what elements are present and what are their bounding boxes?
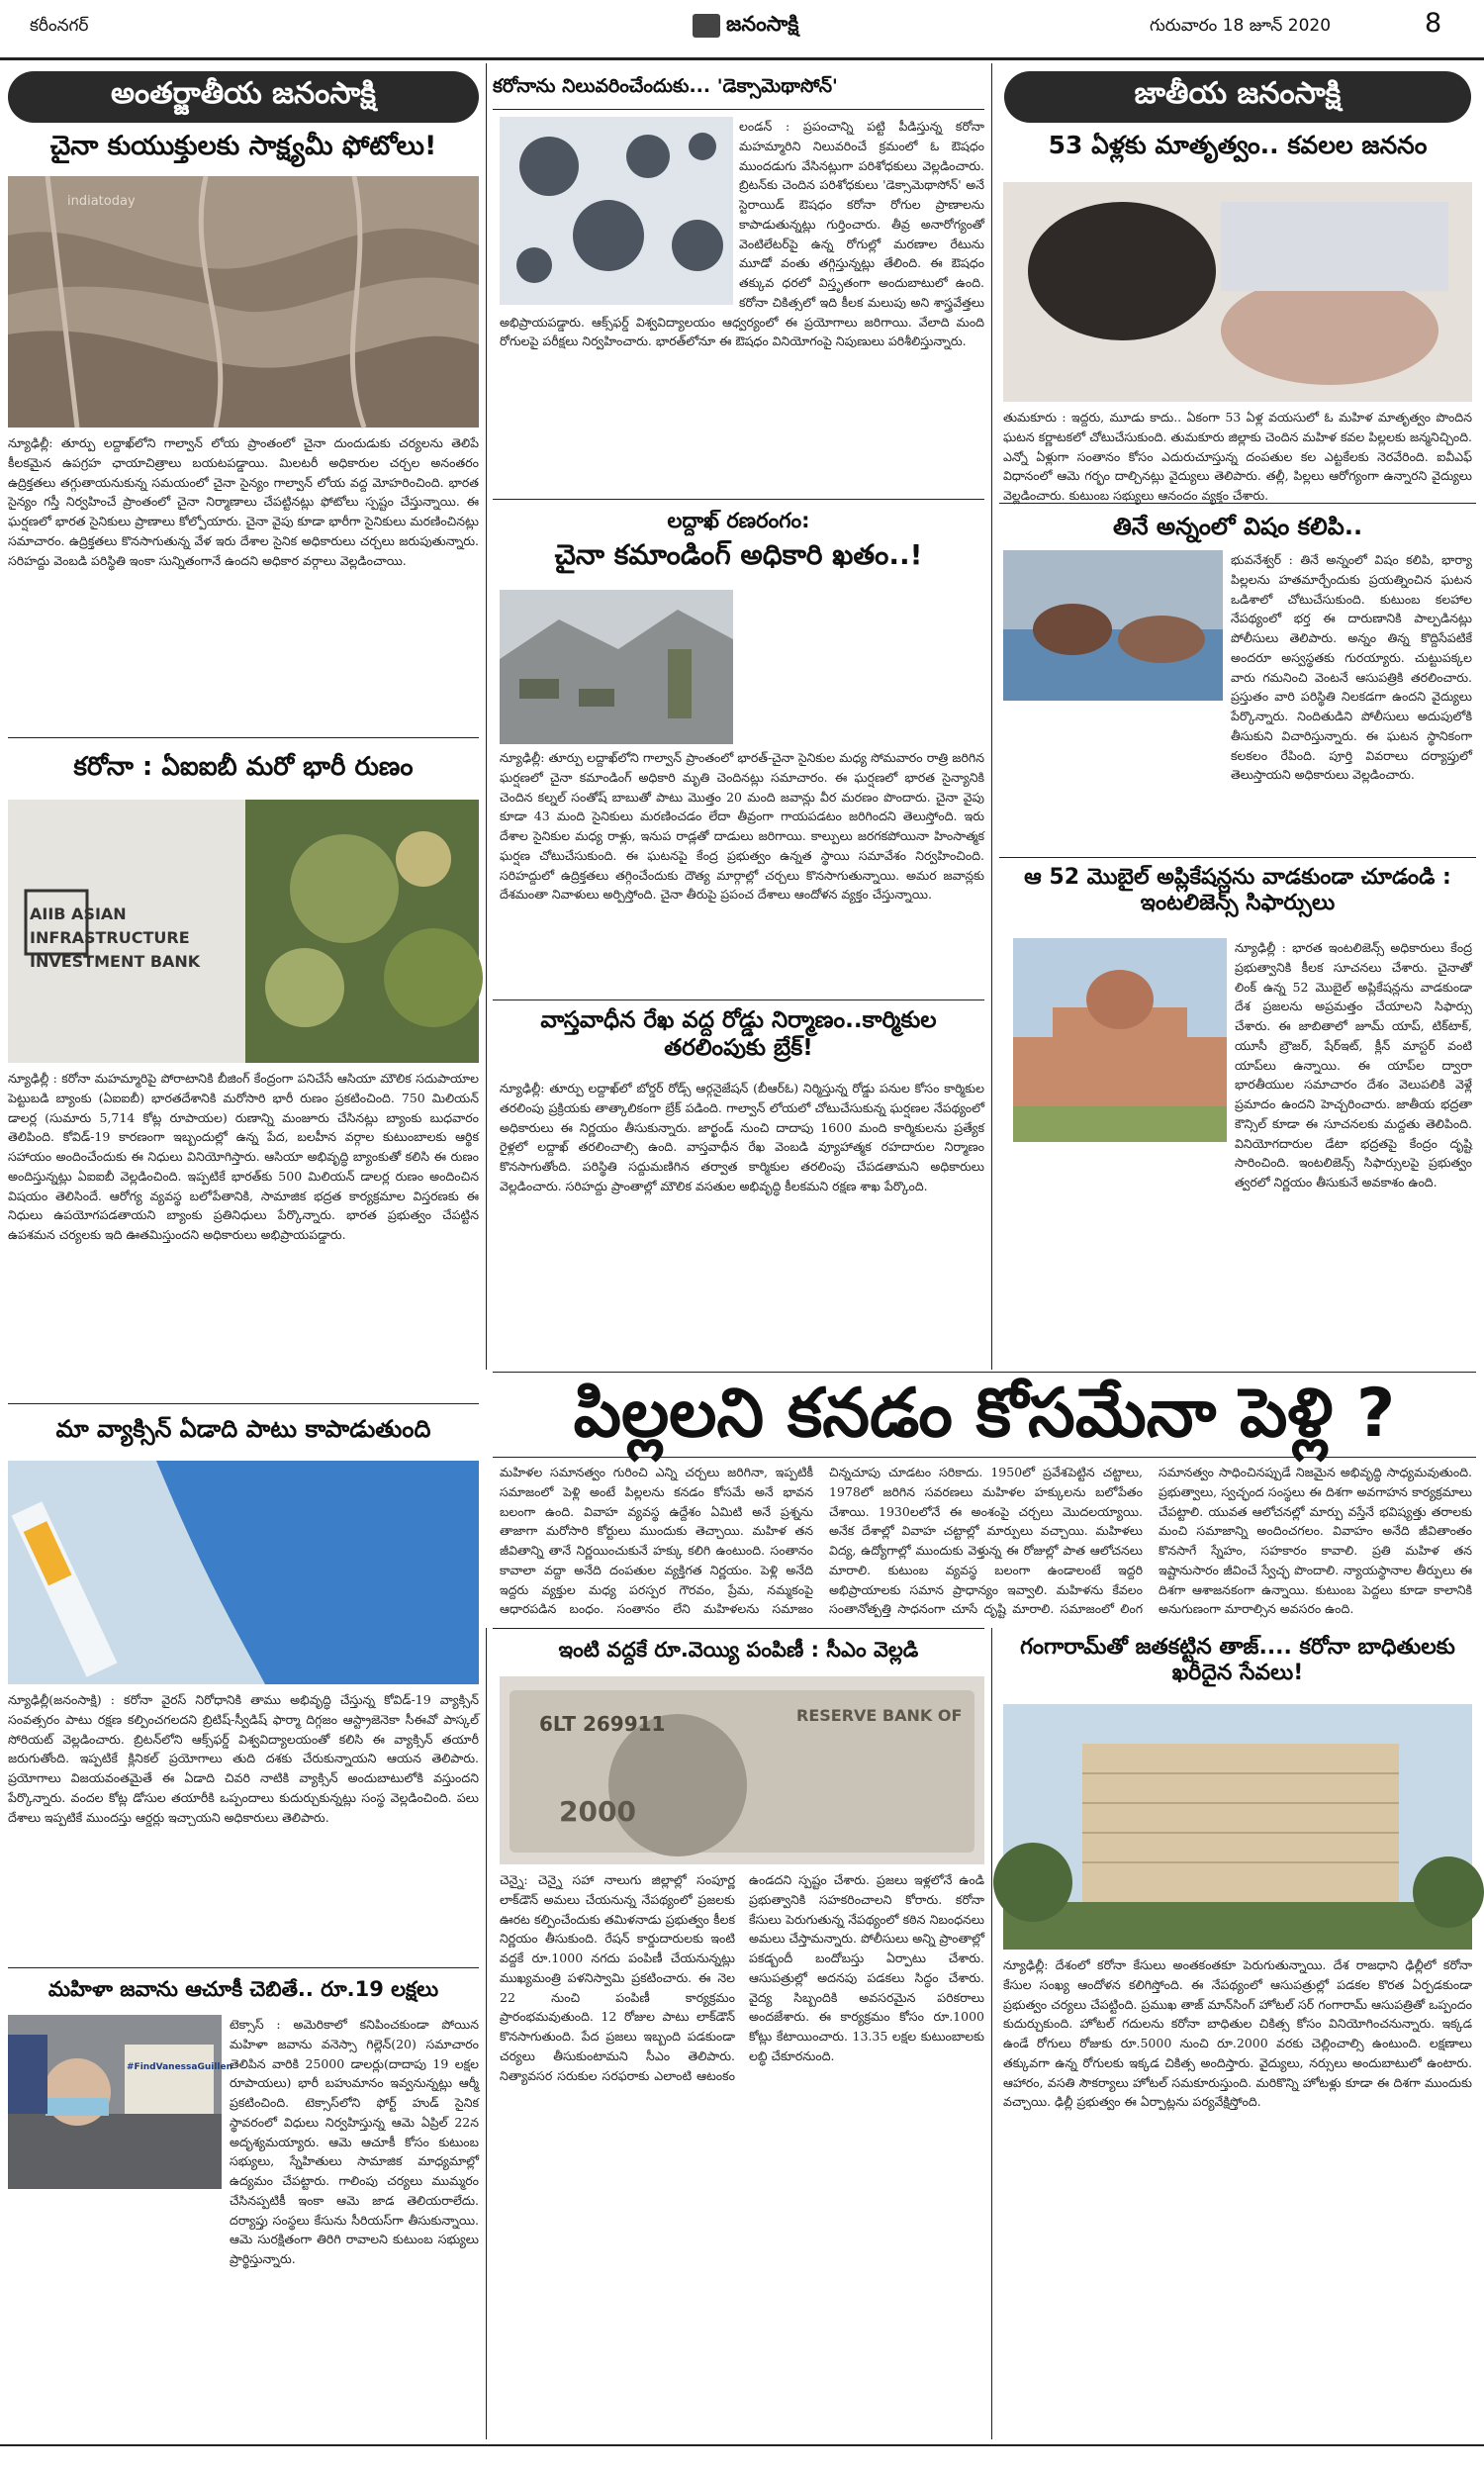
big-headline: పిల్లలని కనడం కోసమేనా పెళ్లి ? <box>573 1375 1396 1453</box>
a2-body: న్యూఢిల్లీ : కరోనా మహమ్మారిపై పోరాటానికి బీజింగ్ కేంద్రంగా పనిచేసే ఆసియా మౌలిక సదుపాయాల పెట్టుబడి బ్యాంకు (ఏఐఐబీ) భారతదేశానికి మరోసారి భారీ రుణం ప్రకటించింది. 750 మిలియన్ డాలర్ల (సుమారు 5,714 కోట్ల రూపాయల) రుణాన్ని మంజూరు చేసినట్లు బ్యాంకు బుధవారం తెలిపింది. కోవిడ్-19 కారణంగా ఇబ్బందుల్లో ఉన్న పేద, బలహీన వర్గాల కుటుంబాలకు ఆర్థిక సహాయం అందించేందుకు ఈ నిధులు వినియోగిస్తారు. ఆసియా అభివృద్ధి బ్యాంకుతో కలిసి ఈ రుణం అందిస్తున్నట్లు ఏఐఐబీ వెల్లడించింది. ఇప్పటికే భారత్‌కు 500 మిలియన్ డాలర్ల రుణం అందించిన విషయం తెలిసిందే. ఆరోగ్య వ్యవస్థ బలోపేతానికి, సామాజిక భద్రత కార్యక్రమాల విస్తరణకు ఈ నిధులు ఉపయోగపడతాయని బ్యాంకు ప్రతినిధులు పేర్కొన్నారు. భారత ప్రభుత్వం చేపట్టిన ఉపశమన చర్యలకు ఇది ఊతమిస్తుందని అధికారులు అభిప్రాయపడ్డారు. <box>8 1071 479 1242</box>
a2-photo-sign: AIIB ASIAN INFRASTRUCTURE INVESTMENT BANK <box>30 904 201 971</box>
a3-body: న్యూఢిల్లీ(జ‌నంసాక్షి) : కరోనా వైరస్ నిరోధానికి తాము అభివృద్ధి చేస్తున్న కోవిడ్-19 వ్యాక్సిన్ సంవత్సరం పాటు రక్షణ కల్పించగలదని బ్రిటిష్-స్వీడిష్ ఫార్మా దిగ్గజం ఆస్ట్రాజెనెకా సీఈవో పాస్కల్ సోరియట్ వెల్లడించారు. బ్రిటన్‌లోని ఆక్స్‌ఫర్డ్ విశ్వవిద్యాలయంతో కలిసి ఈ వ్యాక్సిన్ తయారీ జరుగుతోంది. ఇప్పటికే క్లినికల్ ప్రయోగాలు తుది దశకు చేరుకున్నాయని ఆయన తెలిపారు. ప్రయోగాలు విజయవంతమైతే ఈ ఏడాది చివరి నాటికి వ్యాక్సిన్ అందుబాటులోకి వస్తుందని పేర్కొన్నారు. వందల కోట్ల డోసుల తయారీకి ఒప్పందాలు కుదుర్చుకున్నట్లు సంస్థ వెల్లడించింది. పలు దేశాలు ఇప్పటికే ముందస్తు ఆర్డర్లు ఇచ్చాయని అధికారులు తెలిపారు. <box>8 1692 479 1825</box>
big-body: మహిళల సమానత్వం గురించి ఎన్ని చర్చలు జరిగినా, ఇప్పటికీ సమాజంలో పెళ్లి అంటే పిల్లలను కనడం కోసమే అనే భావన బలంగా ఉంది. వివాహ వ్యవస్థ ఉద్దేశం ఏమిటి అనే ప్రశ్నను తాజాగా మరోసారి కోర్టులు ముందుకు తెచ్చాయి. మహిళ తన జీవితాన్ని తానే నిర్ణయించుకునే హక్కు కలిగి ఉంటుంది. సంతానం కావాలా వద్దా అనేది దంపతుల వ్యక్తిగత నిర్ణయం. పెళ్లి అనేది ఇద్దరు వ్యక్తుల మధ్య పరస్పర గౌరవం, ప్రేమ, నమ్మకంపై ఆధారపడిన బంధం. సంతానం లేని మహిళలను సమాజం చిన్నచూపు చూడటం సరికాదు. 1950లో ప్రవేశపెట్టిన చట్టాలు, 1978లో జరిగిన సవరణలు మహిళల హక్కులను బలోపేతం చేశాయి. 1930లలోనే ఈ అంశంపై చర్చలు మొదలయ్యాయి. అనేక దేశాల్లో వివాహ చట్టాల్లో మార్పులు వచ్చాయి. మహిళలు విద్య, ఉద్యోగాల్లో ముందుకు వెళ్తున్న ఈ రోజుల్లో పాత ఆలోచనలు మారాలి. కుటుంబ వ్యవస్థ బలంగా ఉండాలంటే ఇద్దరి అభిప్రాయాలకు సమాన ప్రాధాన్యం ఇవ్వాలి. మహిళను కేవలం సంతానోత్పత్తి సాధనంగా చూసే దృష్టి మారాలి. సమాజంలో లింగ సమానత్వం సాధించినప్పుడే నిజమైన అభివృద్ధి సాధ్యమవుతుంది. ప్రభుత్వాలు, స్వచ్ఛంద సంస్థలు ఈ దిశగా అవగాహన కార్యక్రమాలు చేపట్టాలి. యువత ఆలోచనల్లో మార్పు వస్తేనే భవిష్యత్తు తరాలకు మంచి సమాజాన్ని అందించగలం. వివాహం అనేది జీవితాంతం కొనసాగే స్నేహం, సహకారం కావాలి. ప్రతి మహిళ తన ఇష్టానుసారం జీవించే స్వేచ్ఛ పొందాలి. న్యాయస్థానాల తీర్పులు ఈ దిశగా ఆశాజనకంగా ఉన్నాయి. కుటుంబ పెద్దలు కూడా కాలానికి అనుగుణంగా మారాల్సిన అవసరం ఉంది. <box>500 1465 1472 1617</box>
m1-note-value: 2000 <box>559 1795 636 1828</box>
section-banner-national: జాతీయ జనంసాక్షి <box>1004 71 1471 123</box>
m1-top-rule <box>493 1628 984 1629</box>
m1-note-serial: 6LT 269911 <box>539 1712 666 1736</box>
section-banner-international: అంతర్జాతీయ జనంసాక్షి <box>8 71 479 123</box>
a4-headline: మహిళా జవాను ఆచూకీ చెబితే.. రూ.19 లక్షలు <box>47 1977 439 2001</box>
m1-headline: ఇంటి వద్దకే రూ.వెయ్యి పంపిణీ : సీఎం వెల్లడి <box>558 1638 919 1662</box>
m1-banknote-photo <box>500 1676 984 1864</box>
a4-protest-photo <box>8 2015 233 2189</box>
c2-top-rule <box>493 499 984 500</box>
masthead-logo-icon <box>693 14 720 38</box>
r1-body: తుమకూరు : ఇద్దరు, మూడు కాదు.. ఏకంగా 53 ఏళ్ల వయసులో ఓ మహిళ మాతృత్వం పొందిన ఘటన కర్ణాటకలో చోటుచేసుకుంది. తుమకూరు జిల్లాకు చెందిన మహిళ కవల పిల్లలకు జన్మనిచ్చింది. ఎన్నో ఏళ్లుగా సంతానం కోసం ఎదురుచూస్తున్న దంపతుల కల ఎట్టకేలకు నెరవేరింది. ఐవీఎఫ్ విధానంలో ఆమె గర్భం దాల్చినట్లు వైద్యులు తెలిపారు. తల్లీ, పిల్లలు ఆరోగ్యంగా ఉన్నారని వైద్యులు వెల్లడించారు. కుటుంబ సభ్యులు ఆనందం వ్యక్తం చేశారు. <box>1003 410 1472 503</box>
c1-head-rule <box>493 109 984 110</box>
page-number: 8 <box>1425 8 1442 39</box>
masthead-date: గురువారం 18 జూన్ 2020 <box>1150 16 1332 36</box>
c1-photo-spacer <box>500 117 739 305</box>
masthead-logo: జనంసాక్షి <box>726 12 799 36</box>
r4-headline: గంగారామ్‌తో జతకట్టిన తాజ్.... కరోనా బాధితులకు ఖరీదైన సేవలు! <box>1020 1635 1455 1686</box>
c1-headline: కరోనాను నిలువరించేందుకు... 'డెక్సామెథాసోన్' <box>493 75 838 97</box>
big-top-rule <box>493 1372 1476 1373</box>
c2-headline: చైనా కమాండింగ్ అధికారి ఖతం..! <box>554 538 923 571</box>
r3-top-rule <box>999 857 1476 858</box>
a4-body: టెక్సాస్ : అమెరికాలో కనిపించకుండా పోయిన మహిళా జవాను వనెస్సా గిల్లెన్(20) సమాచారం తెలిపిన వారికి 25000 డాలర్లు(దాదాపు 19 లక్షల రూపాయలు) భారీ బహుమానం ఇవ్వనున్నట్లు ఆర్మీ ప్రకటించింది. టెక్సాస్‌లోని ఫోర్ట్ హుడ్ సైనిక స్థావరంలో విధులు నిర్వహిస్తున్న ఆమె ఏప్రిల్ 22న అదృశ్యమయ్యారు. ఆమె ఆచూకీ కోసం కుటుంబ సభ్యులు, స్నేహితులు సామాజిక మాధ్యమాల్లో ఉద్యమం చేపట్టారు. గాలింపు చర్యలు ముమ్మరం చేసినప్పటికీ ఇంకా ఆమె జాడ తెలియరాలేదు. దర్యాప్తు సంస్థలు కేసును సీరియస్‌గా తీసుకున్నాయి. ఆమె సురక్షితంగా తిరిగి రావాలని కుటుంబ సభ్యులు ప్రార్థిస్తున్నారు. <box>230 2017 479 2266</box>
column-divider-bottom-right <box>991 1628 992 2439</box>
c3-body: న్యూఢిల్లీ: తూర్పు లద్దాఖ్‌లో బోర్డర్ రోడ్స్ ఆర్గనైజేషన్ (బీఆర్‌ఓ) నిర్మిస్తున్న రోడ్డు పనుల కోసం కార్మికుల తరలింపు ప్రక్రియకు తాత్కాలికంగా బ్రేక్ పడింది. గాల్వాన్ లోయలో చోటుచేసుకున్న ఘర్షణల నేపథ్యంలో అధికారులు ఈ నిర్ణయం తీసుకున్నారు. జార్ఖండ్ నుంచి దాదాపు 1600 మంది కార్మికులను ప్రత్యేక రైళ్లలో లద్దాఖ్ తరలించాల్సి ఉంది. వాస్తవాధీన రేఖ వెంబడి వ్యూహాత్మక రహదారుల నిర్మాణం కొనసాగుతోంది. పరిస్థితి సద్దుమణిగిన తర్వాత కార్మికుల తరలింపు చేపడతామని అధికారులు వెల్లడించారు. సరిహద్దు ప్రాంతాల్లో మౌలిక వసతుల అభివృద్ధి కీలకమని రక్షణ శాఖ పేర్కొంది. <box>500 1081 984 1193</box>
r2-top-rule <box>999 503 1476 504</box>
r3-parliament-photo <box>1013 938 1227 1142</box>
c3-headline: వాస్తవాధీన రేఖ వద్ద రోడ్డు నిర్మాణం..కార్మికుల తరలింపుకు బ్రేక్! <box>540 1007 937 1061</box>
a1-body: న్యూఢిల్లీ: తూర్పు లద్దాఖ్‌లోని గాల్వాన్ లోయ ప్రాంతంలో చైనా దుందుడుకు చర్యలను తెలిపే కీలకమైన ఉపగ్రహ ఛాయాచిత్రాలు బయటపడ్డాయి. మిలటరీ అధికారుల చర్చల అనంతరం ఉద్రిక్తతలు తగ్గుతాయనుకున్న సమయంలో చైనా సైన్యం గాల్వాన్ లోయ వద్ద మోహరించింది. భారత సైన్యం గస్తీ నిర్వహించే ప్రాంతంలో చైనా నిర్మాణాలు చేపట్టినట్లు ఫోటోలు స్పష్టం చేస్తున్నాయి. ఈ ఘర్షణలో భారత సైనికులు ప్రాణాలు కోల్పోయారు. చైనా వైపు కూడా భారీగా సైనికులు మరణించినట్లు సమాచారం. ఉద్రిక్తతలు కొనసాగుతున్న వేళ ఇరు దేశాల సైనిక అధికారులు చర్చలు జరుపుతున్నారు. సరిహద్దు వెంబడి పరిస్థితి ఇంకా సున్నితంగానే ఉందని అధికార వర్గాలు వెల్లడించాయి. <box>8 435 479 568</box>
a1-satellite-photo <box>8 176 479 428</box>
m1-note-text: RESERVE BANK OF <box>796 1706 963 1725</box>
page-bottom-rule <box>0 2444 1484 2446</box>
a1-headline: చైనా కుయుక్తులకు సాక్ష్యమీ ఫోటోలు! <box>49 131 437 161</box>
r1-babies-photo <box>1003 182 1472 402</box>
r1-headline: 53 ఏళ్లకు మాతృత్వం.. కవలల జననం <box>1048 131 1428 159</box>
masthead-edition: కరీంనగర్ <box>30 16 89 36</box>
r3-body: న్యూఢిల్లీ : భారత ఇంటలిజెన్స్ అధికారులు కేంద్ర ప్రభుత్వానికి కీలక సూచనలు చేశారు. చైనాతో లింక్ ఉన్న 52 మొబైల్ అప్లికేషన్లను వాడకుండా దేశ ప్రజలను అప్రమత్తం చేయాలని సిఫార్సు చేశారు. ఈ జాబితాలో జూమ్ యాప్, టిక్‌టాక్, యూసీ బ్రౌజర్, షేర్ఇట్, క్లీన్ మాస్టర్ వంటి యాప్‌లు ఉన్నాయి. ఈ యాప్‌ల ద్వారా భారతీయుల సమాచారం దేశం వెలుపలికి వెళ్లే ప్రమాదం ఉందని హెచ్చరించారు. జాతీయ భద్రతా కౌన్సిల్ కూడా ఈ సూచనలకు మద్దతు తెలిపింది. వినియోగదారుల డేటా భద్రతపై కేంద్రం దృష్టి సారించింది. ఇంటలిజెన్స్ సిఫార్సులపై ప్రభుత్వం త్వరలో నిర్ణయం తీసుకునే అవకాశం ఉంది. <box>1235 940 1472 1190</box>
m1-body: చెన్నై: చెన్నై సహా నాలుగు జిల్లాల్లో సంపూర్ణ లాక్‌డౌన్ అమలు చేయనున్న నేపథ్యంలో ప్రజలకు ఊరట కల్పించేందుకు తమిళనాడు ప్రభుత్వం కీలక నిర్ణయం తీసుకుంది. రేషన్ కార్డుదారులకు ఇంటి వద్దకే రూ.1000 నగదు పంపిణీ చేయనున్నట్లు ముఖ్యమంత్రి పళనిస్వామి ప్రకటించారు. ఈ నెల 22 నుంచి పంపిణీ కార్యక్రమం ప్రారంభమవుతుంది. 12 రోజుల పాటు లాక్‌డౌన్ కొనసాగుతుంది. పేద ప్రజలు ఇబ్బంది పడకుండా చర్యలు తీసుకుంటామని సీఎం తెలిపారు. నిత్యావసర సరుకుల సరఫరాకు ఎలాంటి ఆటంకం ఉండదని స్పష్టం చేశారు. ప్రజలు ఇళ్లలోనే ఉండి ప్రభుత్వానికి సహకరించాలని కోరారు. కరోనా కేసులు పెరుగుతున్న నేపథ్యంలో కఠిన నిబంధనలు అమలు చేస్తామన్నారు. పోలీసులు అన్ని ప్రాంతాల్లో పకడ్బందీ బందోబస్తు ఏర్పాటు చేశారు. ఆసుపత్రుల్లో అదనపు పడకలు సిద్ధం చేశారు. వైద్య సిబ్బందికి అవసరమైన పరికరాలు అందజేశారు. ఈ కార్యక్రమం కోసం రూ.1000 కోట్లు కేటాయించారు. 13.35 లక్షల కుటుంబాలకు లబ్ధి చేకూరనుంది. <box>500 1872 984 2083</box>
a4-top-rule <box>8 1967 479 1968</box>
r3-headline: ఆ 52 మొబైల్ అప్లికేషన్లను వాడకుండా చూడండి : ఇంటలిజెన్స్ సిఫార్సులు <box>1024 865 1451 916</box>
masthead <box>0 0 1484 55</box>
c2-army-photo <box>500 590 733 744</box>
a3-headline: మా వ్యాక్సిన్ ఏడాది పాటు కాపాడుతుంది <box>55 1415 431 1443</box>
a2-headline: కరోనా : ఏఐఐబీ మరో భారీ రుణం <box>73 752 414 782</box>
a3-top-rule <box>8 1403 479 1404</box>
a2-top-rule <box>8 737 479 738</box>
r2-hospital-photo <box>1003 550 1223 701</box>
masthead-rule <box>0 57 1484 60</box>
column-divider-right <box>991 63 992 1370</box>
column-divider-left <box>486 63 487 1370</box>
r4-body: న్యూఢిల్లీ: దేశంలో కరోనా కేసులు అంతకంతకూ పెరుగుతున్నాయి. దేశ రాజధాని ఢిల్లీలో కరోనా కేసుల సంఖ్య ఆందోళన కలిగిస్తోంది. ఈ నేపథ్యంలో ఆసుపత్రుల్లో పడకల కొరత ఏర్పడకుండా ప్రభుత్వం చర్యలు చేపట్టింది. ప్రముఖ తాజ్ మాన్‌సింగ్ హోటల్ సర్ గంగారామ్ ఆసుపత్రితో ఒప్పందం కుదుర్చుకుంది. హోటల్ గదులను కరోనా బాధితుల చికిత్స కోసం వినియోగించనున్నారు. ఇక్కడ ఉండే రోగులు రోజుకు రూ.5000 నుంచి రూ.2000 వరకు చెల్లించాల్సి ఉంటుంది. లక్షణాలు తక్కువగా ఉన్న రోగులకు ఇక్కడ చికిత్స అందిస్తారు. వైద్యులు, నర్సులు అందుబాటులో ఉంటారు. ఆహారం, వసతి సౌకర్యాలు హోటల్ సమకూరుస్తుంది. మరికొన్ని హోటళ్లు కూడా ఈ దిశగా ముందుకు వచ్చాయి. ఢిల్లీ ప్రభుత్వం ఈ ఏర్పాట్లను పర్యవేక్షిస్తోంది. <box>1003 1957 1472 2110</box>
a4-photo-sign: #FindVanessaGuillen <box>127 2062 233 2072</box>
a1-photo-watermark: indiatoday <box>67 194 136 209</box>
big-bottom-rule <box>493 1457 1476 1458</box>
column-divider-bottom-left <box>486 1628 487 2439</box>
c2-kicker: లద్దాఖ్ రణరంగం: <box>667 509 810 532</box>
r4-taj-hotel-photo <box>1003 1704 1472 1950</box>
a3-vaccine-photo <box>8 1461 479 1684</box>
a2-aiib-photo <box>8 800 479 1063</box>
c2-body: న్యూఢిల్లీ: తూర్పు లద్దాఖ్‌లోని గాల్వాన్ ప్రాంతంలో భారత్-చైనా సైనికుల మధ్య సోమవారం రాత్రి జరిగిన ఘర్షణలో చైనా కమాండింగ్ అధికారి మృతి చెందినట్లు సమాచారం. ఈ ఘర్షణలో భారత సైన్యానికి చెందిన కల్నల్ సంతోష్ బాబుతో పాటు మొత్తం 20 మంది జవాన్లు వీర మరణం పొందారు. చైనా వైపు కూడా 43 మంది సైనికులు మరణించడం లేదా తీవ్రంగా గాయపడటం జరిగిందని తెలుస్తోంది. ఇరు దేశాల సైనికుల మధ్య రాళ్లు, ఇనుప రాడ్లతో దాడులు జరిగాయి. కాల్పులు జరగకపోయినా హింసాత్మక ఘర్షణ చోటుచేసుకుంది. ఈ ఘటనపై కేంద్ర ప్రభుత్వం ఉన్నత స్థాయి సమావేశం నిర్వహించింది. సరిహద్దులో ఉద్రిక్తతలు తగ్గించేందుకు దౌత్య మార్గాల్లో చర్చలు కొనసాగుతున్నాయి. అమర జవాన్లకు దేశమంతా నివాళులు అర్పిస్తోంది. చైనా తీరుపై ప్రపంచ దేశాలు ఆందోళన వ్యక్తం చేస్తున్నాయి. <box>500 750 984 903</box>
c1-body: లండన్ : ప్రపంచాన్ని పట్టి పీడిస్తున్న కరోనా మహమ్మారిని నిలువరించే క్రమంలో ఓ ఔషధం ముందడుగు వేసినట్లుగా పరిశోధకులు వెల్లడించారు. బ్రిటన్‌కు చెందిన పరిశోధకులు 'డెక్సామెథాసోన్' అనే స్టెరాయిడ్ ఔషధం కరోనా రోగుల ప్రాణాలను కాపాడుతున్నట్లు గుర్తించారు. తీవ్ర అనారోగ్యంతో వెంటిలేటర్‌పై ఉన్న రోగుల్లో మరణాల రేటును మూడో వంతు తగ్గిస్తున్నట్లు తేలింది. ఈ ఔషధం తక్కువ ధరలో విస్తృతంగా అందుబాటులో ఉంది. కరోనా చికిత్సలో ఇది కీలక మలుపు అని శాస్త్రవేత్తలు అభిప్రాయపడ్డారు. ఆక్స్‌ఫర్డ్ విశ్వవిద్యాలయం ఆధ్వర్యంలో ఈ ప్రయోగాలు జరిగాయి. వేలాది మంది రోగులపై పరీక్షలు నిర్వహించారు. భారత్‌లోనూ ఈ ఔషధం వినియోగంపై నిపుణులు పరిశీలిస్తున్నారు. <box>500 119 984 349</box>
r2-body: భువనేశ్వర్ : తినే అన్నంలో విషం కలిపి, భార్యా పిల్లలను హతమార్చేందుకు ప్రయత్నించిన ఘటన ఒడిశాలో చోటుచేసుకుంది. కుటుంబ కలహాల నేపథ్యంలో భర్త ఈ దారుణానికి పాల్పడినట్లు పోలీసులు తెలిపారు. అన్నం తిన్న కొద్దిసేపటికే అందరూ అస్వస్థతకు గురయ్యారు. చుట్టుపక్కల వారు గమనించి వెంటనే ఆసుపత్రికి తరలించారు. ప్రస్తుతం వారి పరిస్థితి నిలకడగా ఉందని వైద్యులు పేర్కొన్నారు. నిందితుడిని పోలీసులు అదుపులోకి తీసుకుని విచారిస్తున్నారు. ఈ ఘటన స్థానికంగా కలకలం రేపింది. పూర్తి వివరాలు దర్యాప్తులో తెలుస్తాయని అధికారులు వెల్లడించారు. <box>1231 552 1472 783</box>
r2-headline: తినే అన్నంలో విషం కలిపి.. <box>1112 513 1363 540</box>
